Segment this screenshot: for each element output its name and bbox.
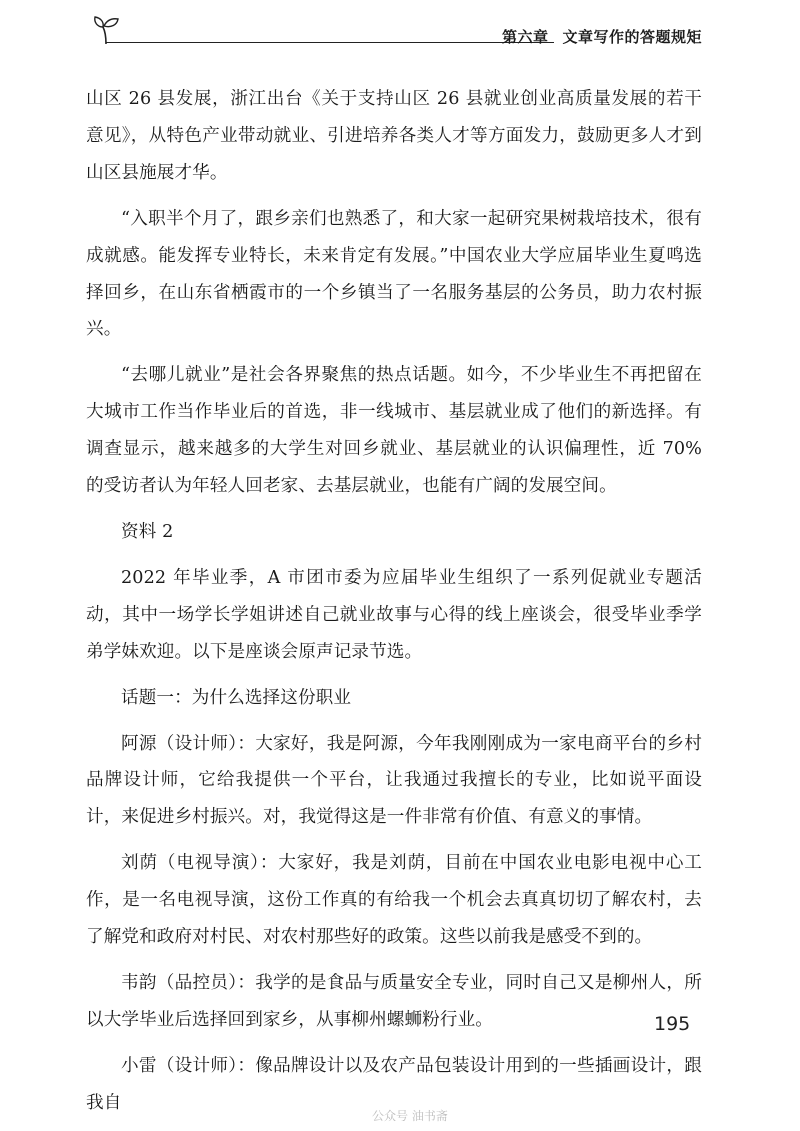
speaker-paragraph: 小雷（设计师）：像品牌设计以及农产品包装设计用到的一些插画设计，跟我自: [86, 1055, 702, 1113]
paragraph: 2022 年毕业季，A 市团市委为应届毕业生组织了一系列促就业专题活动，其中一场学长学姐讲述自己就业故事与心得的线上座谈会，很受毕业季学弟学妹欢迎。以下是座谈会原声记录节选。: [86, 567, 702, 662]
paragraph: “入职半个月了，跟乡亲们也熟悉了，和大家一起研究果树栽培技术，很有成就感。能发挥专业特长，未来肯定有发展。”中国农业大学应届毕业生夏鸣选择回乡，在山东省栖霞市的一个乡镇当了一名服务基层的公务员，助力农村振兴。: [86, 208, 702, 340]
paragraph: 山区 26 县发展，浙江出台《关于支持山区 26 县就业创业高质量发展的若干意见》，从特色产业带动就业、引进培养各类人才等方面发力，鼓励更多人才到山区县施展才华。: [86, 89, 702, 183]
section-label: 资料 2: [121, 521, 174, 542]
watermark: 公众号 油书斋: [372, 1109, 448, 1123]
paragraph: “去哪儿就业”是社会各界聚焦的热点话题。如今，不少毕业生不再把留在大城市工作当作毕业后的首选，非一线城市、基层就业成了他们的新选择。有调查显示，越来越多的大学生对回乡就业、基层就业的认识偏理性，近 70% 的受访者认为年轻人回老家、去基层就业，也能有广阔的发展空间。: [86, 365, 702, 497]
topic-heading: 话题一：为什么选择这份职业: [121, 687, 352, 708]
chapter-title: 文章写作的答题规矩: [562, 28, 702, 46]
speaker-paragraph: 韦韵（品控员）：我学的是食品与质量安全专业，同时自己又是柳州人，所以大学毕业后选择回到家乡，从事柳州螺蛳粉行业。: [86, 972, 702, 1030]
chapter-heading: [502, 26, 702, 47]
header-rule: [106, 42, 554, 43]
chapter-number: 第六章: [501, 28, 549, 46]
body-text: [86, 81, 702, 1131]
speaker-paragraph: 阿源（设计师）：大家好，我是阿源，今年我刚刚成为一家电商平台的乡村品牌设计师，它给我提供一个平台，让我通过我擅长的专业，比如说平面设计，来促进乡村振兴。对，我觉得这是一件非常有价值、有意义的事情。: [86, 733, 702, 828]
running-header: [92, 14, 702, 48]
page-number: 195: [654, 1013, 691, 1035]
speaker-paragraph: 刘荫（电视导演）：大家好，我是刘荫，目前在中国农业电影电视中心工作，是一名电视导演，这份工作真的有给我一个机会去真真切切了解农村，去了解党和政府对村民、对农村那些好的政策。这些以前我是感受不到的。: [86, 853, 702, 948]
